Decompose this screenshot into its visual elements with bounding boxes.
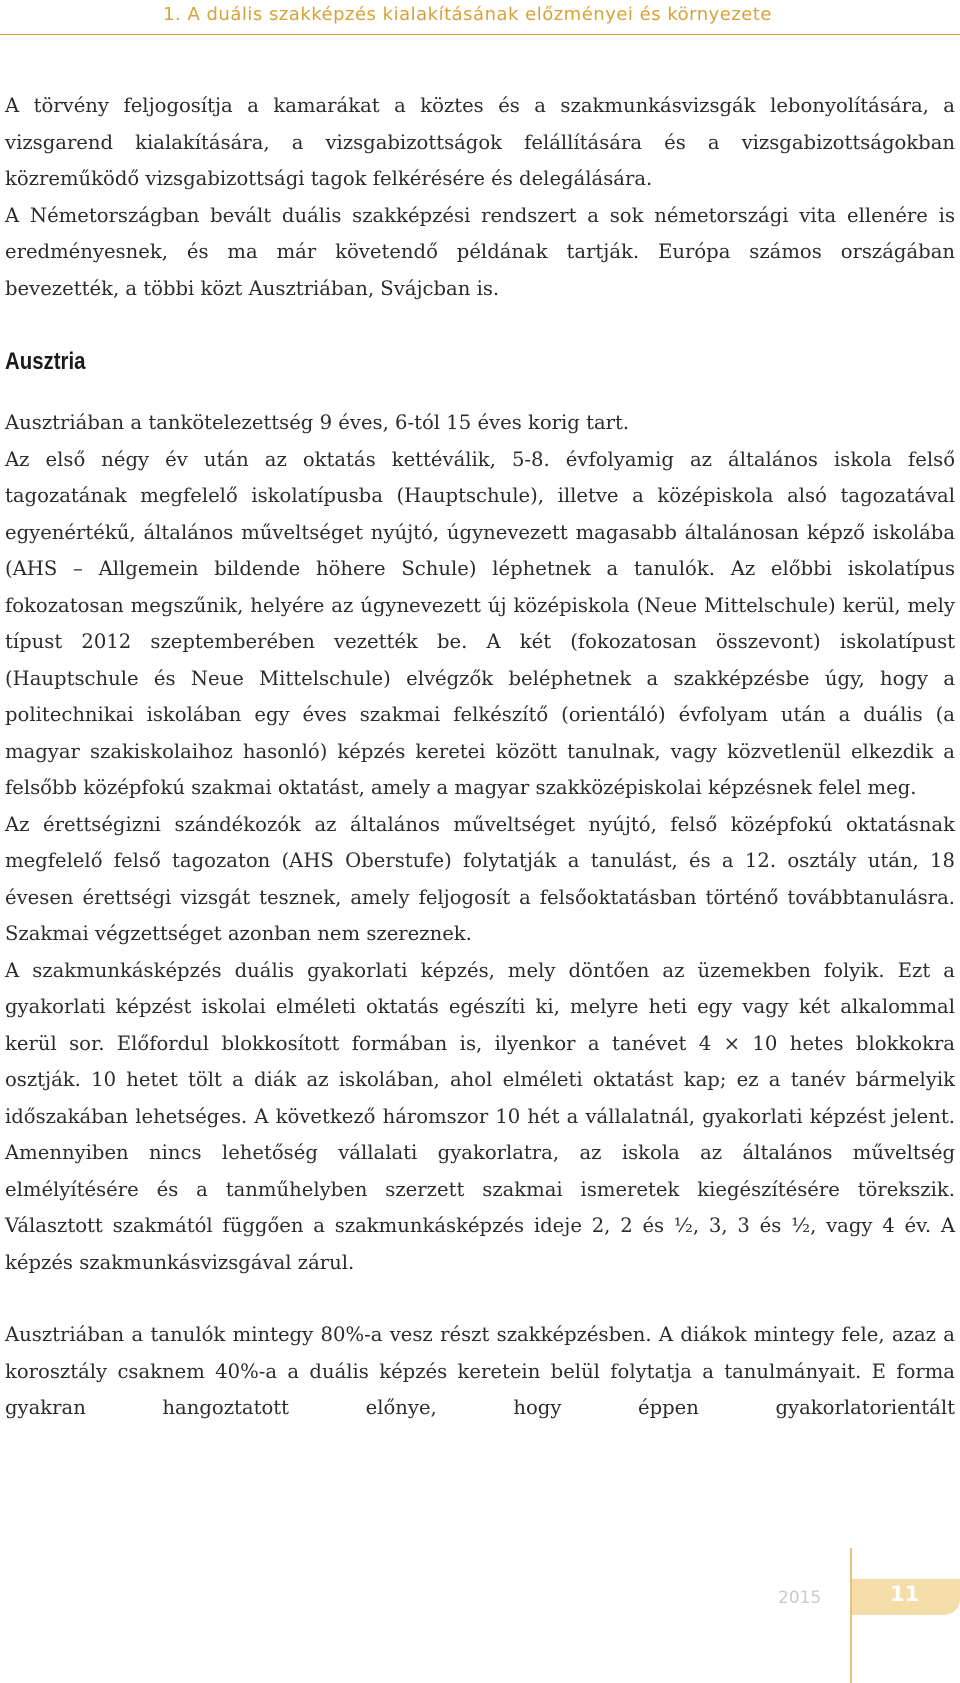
running-title: 1. A duális szakképzés kialakításának előzményei és környezete	[163, 4, 772, 25]
header-divider	[0, 34, 960, 35]
paragraph: A Németországban bevált duális szakképzési rendszert a sok németországi vita ellenére is eredményesnek, és ma már követendő példának tartják. Európa számos országában bevezették, a többi közt Ausztriában, Svájcban is.	[5, 203, 955, 300]
paragraph: Ausztriában a tankötelezettség 9 éves, 6-tól 15 éves korig tart.	[5, 411, 630, 434]
page-body	[5, 88, 955, 1427]
page-footer	[0, 1548, 960, 1683]
paragraph-gap	[5, 1281, 955, 1317]
running-header	[0, 0, 960, 40]
paragraph: Az érettségizni szándékozók az általános műveltséget nyújtó, felső középfokú oktatásnak megfelelő felső tagozaton (AHS Oberstufe) folytatják a tanulást, és a 12. osztály után, 18 évesen érettségi vizsgát tesznek, amely feljogosít a felsőoktatásban történő továbbtanulásra. Szakmai végzettséget azonban nem szereznek.	[5, 812, 955, 945]
paragraph: A szakmunkásképzés duális gyakorlati képzés, mely döntően az üzemekben folyik. Ezt a gyakorlati képzést iskolai elméleti oktatás egészíti ki, melyre heti egy vagy két alkalommal kerül sor. Előfordul blokkosított formában is, ilyenkor a tanévet 4 × 10 hetes blokkokra osztják. 10 hetet tölt a diák az iskolában, ahol elméleti oktatást kap; ez a tanév bármelyik időszakában lehetséges. A következő háromszor 10 hét a vállalatnál, gyakorlati képzést jelent. Amennyiben nincs lehetőség vállalati gyakorlatra, az iskola az általános műveltség elmélyítésére és a tanműhelyben szerzett szakmai ismeretek kiegészítésére törekszik. Választott szakmától függően a szakmunkásképzés ideje 2, 2 és ½, 3, 3 és ½, vagy 4 év. A képzés szakmunkásvizsgával zárul.	[5, 958, 955, 1274]
paragraph: Az első négy év után az oktatás kettéválik, 5-8. évfolyamig az általános iskola felső tagozatának megfelelő iskolatípusba (Hauptschule), illetve a középiskola alsó tagozatával egyenértékű, általános műveltséget nyújtó, úgynevezett magasabb általánosan képző iskolába (AHS – Allgemein bildende höhere Schule) léphetnek a tanulók. Az előbbi iskolatípus fokozatosan megszűnik, helyére az úgynevezett új középiskola (Neue Mittelschule) kerül, mely típust 2012 szeptemberében vezették be. A két (fokozatosan összevont) iskolatípust (Hauptschule és Neue Mittelschule) elvégzők beléphetnek a szakképzésbe úgy, hogy a politechnikai iskolában egy éves szakmai felkészítő (orientáló) évfolyam után a duális (a magyar szakiskolaihoz hasonló) képzés keretei között tanulnak, vagy közvetlenül elkezdik a felsőbb középfokú szakmai oktatást, amely a magyar szakközépiskolai képzésnek felel meg.	[5, 447, 955, 799]
footer-divider	[850, 1548, 852, 1683]
section-heading: Ausztria	[5, 348, 86, 375]
footer-year: 2015	[778, 1588, 822, 1608]
page-number: 11	[890, 1582, 920, 1606]
paragraph: Ausztriában a tanulók mintegy 80%-a vesz részt szakképzésben. A diákok mintegy fele, azaz a korosztály csaknem 40%-a a duális képzés keretein belül folytatja a tanulmányait. E forma gyakran hangoztatott előnye, hogy éppen gyakorlatorientált	[5, 1323, 955, 1419]
paragraph: A törvény feljogosítja a kamarákat a köztes és a szakmunkásvizsgák lebonyolítására, a vizsgarend kialakítására, a vizsgabizottságok felállítására és a vizsgabizottságokban közreműködő vizsgabizottsági tagok felkérésére és delegálására.	[5, 94, 955, 190]
